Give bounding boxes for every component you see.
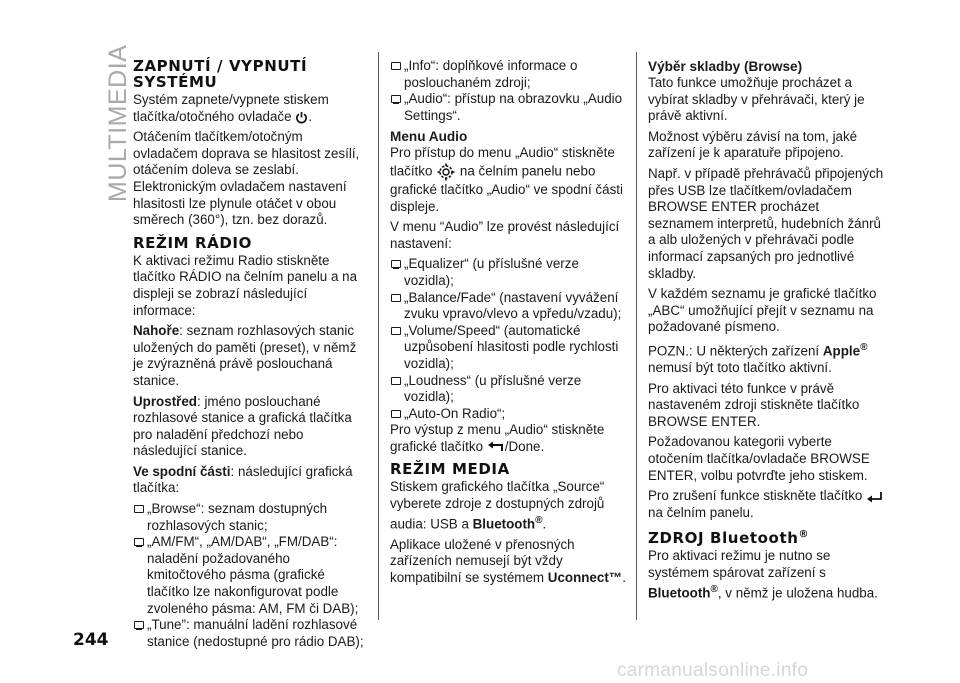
list-item: „AM/FM“, „AM/DAB“, „FM/DAB“: naladění požadovaného kmitočtového pásma (grafické tlačítko lze nakonfigurovat podle zvoleného pásma: AM, FM či DAB); [133,534,365,617]
paragraph-power-1: Systém zapnete/vypnete stiskem tlačítka/otočného ovladače . [133,92,329,124]
section-side-label [78,44,132,202]
paragraph-media-2: Aplikace uložené v přenosných zařízeních nemusejí být vždy kompatibilní se systémem Uconnect™. [390,536,626,585]
column-1 [133,58,365,650]
paragraph-audio-2: V menu “Audio” lze provést následující nastavení: [390,219,620,251]
paragraph-media: Stiskem grafického tlačítka „Source“ vyberete zdroje z dostupných zdrojů audia: USB a Bluetooth®. [390,479,605,532]
paragraph-exit: Pro výstup z menu „Audio“ stiskněte grafické tlačítko /Done. [390,422,605,454]
heading-radio-mode: REŽIM RÁDIO [133,233,252,252]
column-divider-1 [378,52,379,620]
heading-bluetooth-source: ZDROJ Bluetooth® [648,529,810,548]
list-item: „Equalizer“ (u příslušné verze vozidla); [390,256,630,289]
paragraph-top: Nahoře: seznam rozhlasových stanic uložených do paměti (preset), v němž je zvýrazněná právě poslouchaná stanice. [133,323,357,388]
column-2 [390,58,630,591]
paragraph-bluetooth: Pro aktivaci režimu je nutno se systémem spárovat zařízení s Bluetooth®, v němž je uložena hudba. [648,548,878,600]
heading-power: ZAPNUTÍ / VYPNUTÍ SYSTÉMU [133,57,308,91]
list-item: „Auto-On Radio“; [390,406,630,423]
list-item: „Volume/Speed“ (automatické uzpůsobení hlasitosti podle rychlosti vozidla); [390,323,630,373]
list-item: „Audio“: přístup na obrazovku „Audio Settings“. [390,91,630,124]
paragraph-cancel: Pro zrušení funkce stiskněte tlačítko na čelním panelu. [648,488,888,521]
power-icon [295,111,308,124]
paragraph-note-apple: POZN.: U některých zařízení Apple® nemusí být toto tlačítko aktivní. [648,341,868,375]
list-item: „Tune”: manuální ladění rozhlasové stanice (nedostupné pro rádio DAB); [133,617,365,650]
list-item: „Balance/Fade“ (nastavení vyvážení zvuku vpravo/vlevo a vpředu/vzadu); [390,290,630,323]
paragraph-select-6: Pro aktivaci této funkce v právě nastaveném zdroji stiskněte tlačítko BROWSE ENTER. [648,380,860,429]
return-arrow-icon [866,491,884,503]
paragraph-center: Uprostřed: jméno poslouchané rozhlasové stanice a grafická tlačítka pro naladění předchozí nebo následující stanice. [133,393,352,459]
page-number: 244 [73,630,109,650]
paragraph-bottom: Ve spodní části: následující grafická tlačítka: [133,463,353,496]
paragraph-select-1: Tato funkce umožňuje procházet a vybírat skladby v přehrávači, který je právě aktivní. [648,75,865,124]
heading-menu-audio: Menu Audio [390,129,468,145]
back-arrow-icon [487,441,505,453]
settings-gear-icon [436,162,456,182]
heading-track-selection: Výběr skladby (Browse) [648,59,803,74]
paragraph-select-2: Možnost výběru závisí na tom, jaké zařízení je k aparatuře připojeno. [648,128,858,161]
section-side-label-text: MULTIMEDIA [104,44,132,202]
paragraph-audio: Pro přístup do menu „Audio“ stiskněte tlačítko na čelním panelu nebo grafické tlačítko „Audio“ ve spodní části displeje. [390,145,623,214]
column-3 [648,58,888,606]
watermark: carmanualsonline.info [617,660,809,681]
list-item: „Loudness“ (u příslušné verze vozidla); [390,373,630,406]
paragraph-select-7: Požadovanou kategorii vyberte otočením tlačítka/ovladače BROWSE ENTER, volbu potvrďte jeho stiskem. [648,434,870,483]
paragraph-radio: K aktivaci režimu Radio stiskněte tlačítko RÁDIO na čelním panelu a na displeji se zobrazí následující informace: [133,252,358,318]
list-item: „Info“: doplňkové informace o poslouchaném zdroji; [390,58,630,91]
heading-media-mode: REŽIM MEDIA [390,460,510,479]
paragraph-select-3: Např. v případě přehrávačů připojených přes USB lze tlačítkem/ovladačem BROWSE ENTER procházet seznamem interpretů, hudebních žánrů a alb uložených v přehrávači podle informací zapsaných pro jednotlivé skladby. [648,165,884,281]
list-item: „Browse“: seznam dostupných rozhlasových stanic; [133,501,365,534]
paragraph-select-4: V každém seznamu je grafické tlačítko „ABC“ umožňující přejít v seznamu na požadované písmeno. [648,286,877,335]
paragraph-power-2: Otáčením tlačítkem/otočným ovladačem doprava se hlasitost zesílí, otáčením doleva se zeslabí. Elektronickým ovladačem nastavení hlasitosti lze plynule otáčet v obou směrech (360°), tzn. bez dorazů. [133,129,360,228]
column-divider-2 [636,52,637,620]
